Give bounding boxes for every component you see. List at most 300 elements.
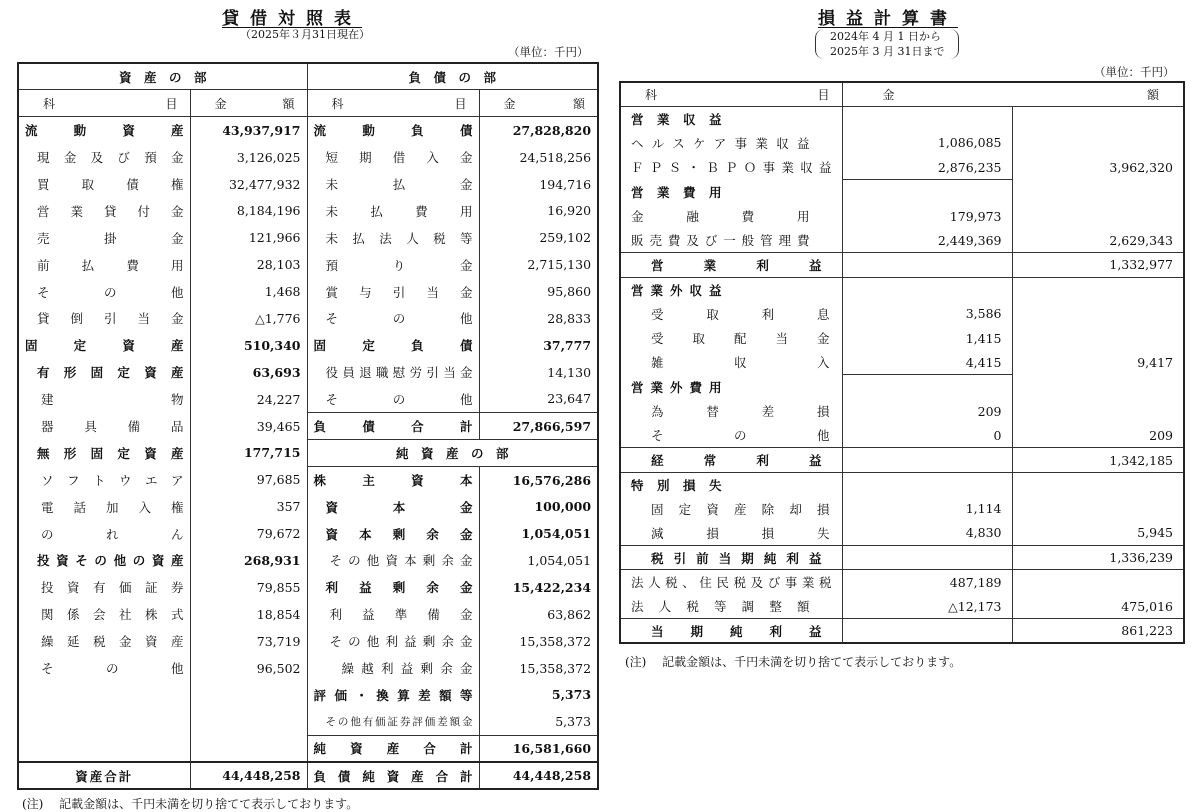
- pl-label-cell: [620, 497, 842, 521]
- liability-label-cell: [307, 305, 479, 332]
- liabilities-amount-col-header-right: 額: [573, 96, 586, 111]
- asset-label: ソフトウエア: [41, 472, 184, 488]
- assets-item-col-header-right: 目: [165, 96, 178, 111]
- asset-label: 投資その他の資産: [37, 553, 184, 569]
- asset-value-cell: [190, 574, 307, 601]
- pl-sub-amount-cell: [842, 253, 1012, 277]
- liability-label-cell: [307, 520, 479, 547]
- balance-sheet-date: （2025年３月31日現在）: [240, 28, 370, 41]
- asset-label: 繰延税金資産: [41, 634, 184, 650]
- asset-label-cell: [18, 332, 190, 359]
- liability-label: 賞与引当金: [325, 284, 473, 300]
- liabilities-amount-col-header-left: 金: [503, 96, 516, 111]
- liability-label-cell: [307, 655, 479, 682]
- asset-value-cell: [190, 117, 307, 144]
- liability-value-cell: [479, 278, 598, 305]
- liability-value: 27,828,820: [512, 122, 592, 138]
- pl-label: 当期純利益: [651, 623, 822, 639]
- liability-label: 流動負債: [313, 123, 473, 139]
- asset-value-cell: [190, 735, 307, 762]
- asset-label: 関係会社株式: [41, 607, 184, 623]
- pl-label: 受取利息: [651, 306, 830, 322]
- asset-value: 97,685: [256, 472, 301, 488]
- asset-value-cell: [190, 681, 307, 708]
- asset-value-cell: [190, 547, 307, 574]
- pl-label-cell: [620, 594, 842, 618]
- liability-label-cell: [307, 171, 479, 198]
- pl-row: [620, 155, 1184, 179]
- liabilities-net-assets-total-value-cell: [479, 762, 598, 789]
- pl-label: 税引前当期純利益: [651, 550, 822, 566]
- asset-value: 1,468: [264, 284, 301, 300]
- pl-label-cell: [620, 472, 842, 496]
- bs-row: [18, 251, 598, 278]
- asset-label-cell: [18, 708, 190, 735]
- bs-row: [18, 224, 598, 251]
- asset-label-cell: [18, 117, 190, 144]
- pl-label-cell: [620, 180, 842, 204]
- pl-total-amount-cell: [1012, 253, 1184, 277]
- pl-sub-amount: 1,114: [965, 501, 1002, 517]
- bs-row: [18, 601, 598, 628]
- pl-label-cell: [620, 277, 842, 301]
- pl-total-amount: 1,342,185: [1109, 452, 1173, 468]
- pl-sub-amount-cell: [842, 155, 1012, 179]
- pl-sub-amount-cell: [842, 204, 1012, 228]
- pl-sub-amount: 179,973: [949, 208, 1002, 224]
- subtotal-value: 16,581,660: [512, 740, 592, 756]
- pl-label: ヘルスケア事業収益: [631, 135, 810, 151]
- asset-label: その他: [41, 661, 184, 677]
- income-statement-period: [815, 29, 959, 59]
- liability-label: 未払費用: [325, 203, 473, 219]
- income-statement-unit: （単位：千円）: [1094, 65, 1175, 79]
- bs-row: [18, 574, 598, 601]
- pl-sub-amount: 1,415: [965, 330, 1002, 346]
- asset-label: 現金及び預金: [37, 150, 184, 166]
- pl-label: 営業外収益: [631, 282, 722, 298]
- pl-row: [620, 180, 1184, 204]
- asset-value: 18,854: [256, 606, 301, 622]
- pl-total-amount: 209: [1149, 427, 1173, 443]
- pl-total-amount-cell: [1012, 423, 1184, 447]
- pl-sub-amount: △12,173: [948, 598, 1002, 614]
- pl-column-header-row: [620, 82, 1184, 106]
- pl-sub-amount-cell: [842, 399, 1012, 423]
- pl-sub-amount-cell: [842, 448, 1012, 472]
- liability-label-cell: [307, 224, 479, 251]
- pl-label-cell: [620, 204, 842, 228]
- liabilities-section-header-text: 負 債 の 部: [408, 69, 497, 85]
- asset-label-cell: [18, 386, 190, 413]
- pl-total-amount: 3,962,320: [1109, 159, 1173, 175]
- liability-label: その他: [325, 391, 473, 407]
- liability-label: 預り金: [325, 257, 473, 273]
- liability-value-cell: [479, 251, 598, 278]
- asset-value-cell: [190, 493, 307, 520]
- pl-sub-amount: 209: [977, 403, 1002, 419]
- pl-sub-amount: 3,586: [965, 306, 1002, 322]
- asset-value-cell: [190, 197, 307, 224]
- pl-total-amount-cell: [1012, 180, 1184, 204]
- liability-label: その他利益剰余金: [329, 634, 473, 650]
- pl-label-cell: [620, 228, 842, 252]
- liability-label-cell: [307, 628, 479, 655]
- pl-row: [620, 253, 1184, 277]
- pl-label-cell: [620, 545, 842, 569]
- liability-label-cell: [307, 681, 479, 708]
- pl-row: [620, 521, 1184, 545]
- pl-row: [620, 375, 1184, 399]
- asset-label: 流動資産: [25, 123, 184, 139]
- asset-label-cell: [18, 171, 190, 198]
- pl-label: 特別損失: [631, 477, 722, 493]
- liabilities-net-assets-total-label-cell: [307, 762, 479, 789]
- asset-value-cell: [190, 278, 307, 305]
- assets-amount-col-header-right: 額: [282, 96, 295, 111]
- liability-label: 繰越利益剰余金: [341, 661, 473, 677]
- pl-total-amount-cell: [1012, 350, 1184, 374]
- liability-label-cell: [307, 197, 479, 224]
- liability-value-cell: [479, 466, 598, 493]
- pl-row: [620, 399, 1184, 423]
- asset-value: 268,931: [243, 552, 301, 568]
- liability-value: 15,358,372: [519, 633, 592, 649]
- pl-label: 営業外費用: [631, 379, 722, 395]
- pl-label: 為替差損: [651, 404, 830, 420]
- pl-label-cell: [620, 570, 842, 594]
- asset-label: 投資有価証券: [41, 580, 184, 596]
- liability-label-cell: [307, 708, 479, 735]
- asset-value-cell: [190, 386, 307, 413]
- assets-item-col-header: [18, 90, 190, 117]
- pl-label-cell: [620, 399, 842, 423]
- asset-label: 固定資産: [25, 338, 184, 354]
- pl-label-cell: [620, 375, 842, 399]
- liability-label-cell: [307, 278, 479, 305]
- pl-amount-col-header-left: 金: [882, 87, 895, 102]
- liability-value: 1,054,051: [527, 552, 592, 568]
- pl-label: 雑収入: [651, 355, 830, 371]
- pl-sub-amount: 0: [993, 427, 1002, 443]
- pl-sub-amount: 2,876,235: [937, 159, 1002, 175]
- asset-label-cell: [18, 655, 190, 682]
- asset-value-cell: [190, 224, 307, 251]
- pl-sub-amount-cell: [842, 545, 1012, 569]
- pl-amount-col-header-right: 額: [1146, 87, 1159, 102]
- bs-row: [18, 547, 598, 574]
- pl-sub-amount-cell: [842, 228, 1012, 252]
- pl-label: 法人税等調整額: [631, 599, 810, 615]
- subtotal-label-cell: [307, 735, 479, 762]
- pl-sub-amount-cell: [842, 497, 1012, 521]
- period-to: 2025年 3 月 31日まで: [830, 45, 945, 58]
- liability-value-cell: [479, 574, 598, 601]
- pl-sub-amount: 2,449,369: [937, 232, 1002, 248]
- subtotal-label: 純資産合計: [313, 741, 473, 757]
- pl-sub-amount: 487,189: [949, 574, 1002, 590]
- asset-value: 24,227: [256, 391, 301, 407]
- liability-label: 株主資本: [313, 473, 473, 489]
- asset-label-cell: [18, 681, 190, 708]
- liability-label: 利益剰余金: [325, 580, 473, 596]
- bs-row: [18, 144, 598, 171]
- pl-sub-amount-cell: [842, 277, 1012, 301]
- pl-total-amount: 861,223: [1121, 623, 1173, 639]
- asset-value-cell: [190, 305, 307, 332]
- liability-value-cell: [479, 628, 598, 655]
- pl-sub-amount-cell: [842, 131, 1012, 155]
- pl-sub-amount: 1,086,085: [937, 135, 1002, 151]
- bs-row: [18, 332, 598, 359]
- liability-value: 16,920: [547, 203, 592, 219]
- asset-value: 510,340: [243, 337, 301, 353]
- pl-row: [620, 570, 1184, 594]
- liability-value: 1,054,051: [521, 526, 592, 542]
- pl-item-col-header-right: 目: [817, 87, 830, 102]
- pl-row: [620, 448, 1184, 472]
- asset-label-cell: [18, 197, 190, 224]
- assets-item-col-header-left: 科: [43, 96, 56, 111]
- pl-total-amount-cell: [1012, 204, 1184, 228]
- pl-amount-col-header: [842, 82, 1184, 106]
- liability-label-cell: [307, 547, 479, 574]
- pl-label: 営業利益: [651, 257, 822, 273]
- liability-value-cell: [479, 708, 598, 735]
- assets-section-header-text: 資 産 の 部: [119, 69, 207, 85]
- liability-label-cell: [307, 601, 479, 628]
- pl-sub-amount-cell: [842, 521, 1012, 545]
- liability-label-cell: [307, 574, 479, 601]
- asset-value: 73,719: [256, 633, 301, 649]
- pl-total-amount: 9,417: [1137, 354, 1173, 370]
- asset-label-cell: [18, 359, 190, 386]
- pl-label-cell: [620, 619, 842, 643]
- pl-total-amount-cell: [1012, 106, 1184, 130]
- asset-value-cell: [190, 359, 307, 386]
- pl-row: [620, 302, 1184, 326]
- bs-row: [18, 628, 598, 655]
- bs-row: [18, 359, 598, 386]
- pl-row: [620, 204, 1184, 228]
- asset-label: 売掛金: [37, 230, 184, 246]
- pl-total-amount-cell: [1012, 302, 1184, 326]
- pl-sub-amount-cell: [842, 106, 1012, 130]
- subtotal-label-cell: [307, 413, 479, 440]
- pl-sub-amount-cell: [842, 472, 1012, 496]
- liability-label-cell: [307, 144, 479, 171]
- balance-sheet-note: (注) 記載金額は、千円未満を切り捨てて表示しております。: [22, 797, 359, 811]
- liability-value-cell: [479, 520, 598, 547]
- asset-value: 63,693: [252, 364, 301, 380]
- liability-label: 役員退職慰労引当金: [325, 365, 473, 381]
- asset-value-cell: [190, 601, 307, 628]
- asset-value-cell: [190, 520, 307, 547]
- pl-label-cell: [620, 131, 842, 155]
- asset-value-cell: [190, 171, 307, 198]
- pl-row: [620, 106, 1184, 130]
- liability-value: 37,777: [543, 337, 592, 353]
- pl-row: [620, 131, 1184, 155]
- bs-column-header-row: [18, 90, 598, 117]
- subtotal-value-cell: [479, 735, 598, 762]
- pl-row: [620, 326, 1184, 350]
- asset-value: 28,103: [256, 257, 301, 273]
- liability-label: 固定負債: [313, 338, 473, 354]
- assets-amount-col-header-left: 金: [214, 96, 227, 111]
- liabilities-item-col-header-right: 目: [454, 96, 467, 111]
- net-assets-section-header-text: 純 資 産 の 部: [396, 445, 509, 461]
- pl-total-amount-cell: [1012, 277, 1184, 301]
- pl-row: [620, 228, 1184, 252]
- liability-value-cell: [479, 681, 598, 708]
- bs-row: [18, 305, 598, 332]
- liability-label-cell: [307, 117, 479, 144]
- pl-sub-amount-cell: [842, 375, 1012, 399]
- pl-label: 金融費用: [631, 209, 810, 225]
- bs-grand-total-row: [18, 762, 598, 789]
- pl-label-cell: [620, 521, 842, 545]
- pl-total-amount-cell: [1012, 448, 1184, 472]
- asset-label: 有形固定資産: [37, 365, 184, 381]
- asset-label-cell: [18, 601, 190, 628]
- asset-value: 39,465: [256, 418, 301, 434]
- pl-total-amount-cell: [1012, 570, 1184, 594]
- pl-label-cell: [620, 423, 842, 447]
- asset-value: △1,776: [255, 310, 301, 326]
- asset-value: 79,672: [256, 526, 301, 542]
- asset-value: 96,502: [256, 660, 301, 676]
- pl-row: [620, 545, 1184, 569]
- pl-row: [620, 497, 1184, 521]
- pl-label-cell: [620, 106, 842, 130]
- income-statement-note: (注) 記載金額は、千円未満を切り捨てて表示しております。: [625, 655, 962, 669]
- pl-sub-amount-cell: [842, 594, 1012, 618]
- liability-value-cell: [479, 359, 598, 386]
- asset-label: 貸倒引当金: [37, 311, 184, 327]
- pl-total-amount: 5,945: [1137, 525, 1173, 541]
- liability-label: 資本剰余金: [325, 526, 473, 542]
- liability-label-cell: [307, 386, 479, 413]
- bs-row: [18, 197, 598, 224]
- pl-label: 減損損失: [651, 525, 830, 541]
- asset-value: 177,715: [243, 445, 301, 461]
- pl-label: 固定資産除却損: [651, 501, 830, 517]
- pl-sub-amount-cell: [842, 619, 1012, 643]
- liability-value: 63,862: [547, 606, 592, 622]
- liability-value: 15,422,234: [512, 579, 592, 595]
- asset-value: 121,966: [248, 230, 301, 246]
- asset-label-cell: [18, 520, 190, 547]
- asset-value: 32,477,932: [228, 176, 301, 192]
- balance-sheet-unit: （単位：千円）: [508, 45, 589, 59]
- liability-value-cell: [479, 197, 598, 224]
- bs-row: [18, 278, 598, 305]
- asset-value-cell: [190, 708, 307, 735]
- pl-label-cell: [620, 302, 842, 326]
- subtotal-value: 27,866,597: [512, 418, 592, 434]
- pl-total-amount: 1,336,239: [1109, 550, 1173, 566]
- liabilities-net-assets-total-label: 負債純資産合計: [313, 768, 473, 784]
- period-from: 2024年 4 月 1 日から: [830, 30, 941, 43]
- bs-row: [18, 493, 598, 520]
- asset-value-cell: [190, 655, 307, 682]
- income-statement-table: [619, 81, 1185, 644]
- liability-label: 短期借入金: [325, 150, 473, 166]
- asset-label: 前払費用: [37, 257, 184, 273]
- asset-label: 器具備品: [41, 419, 184, 435]
- bs-row: [18, 466, 598, 493]
- liability-value: 15,358,372: [519, 660, 592, 676]
- bs-row: [18, 655, 598, 682]
- bs-row: [18, 439, 598, 466]
- liability-label: その他: [325, 311, 473, 327]
- liability-label: 評価・換算差額等: [313, 687, 473, 703]
- liability-value: 5,373: [551, 687, 592, 703]
- asset-value-cell: [190, 628, 307, 655]
- liability-label-cell: [307, 466, 479, 493]
- asset-value: 79,855: [256, 579, 301, 595]
- pl-total-amount-cell: [1012, 155, 1184, 179]
- liability-label-cell: [307, 359, 479, 386]
- liability-value: 100,000: [534, 499, 592, 515]
- pl-label: 営業費用: [631, 184, 722, 200]
- liability-value-cell: [479, 305, 598, 332]
- asset-label-cell: [18, 278, 190, 305]
- pl-label-cell: [620, 253, 842, 277]
- asset-value: 43,937,917: [222, 122, 301, 138]
- pl-total-amount-cell: [1012, 326, 1184, 350]
- asset-label-cell: [18, 144, 190, 171]
- liability-value: 259,102: [539, 230, 592, 246]
- liability-value-cell: [479, 601, 598, 628]
- asset-value: 357: [276, 499, 301, 515]
- liability-label: その他有価証券評価差額金: [325, 716, 473, 729]
- asset-label-cell: [18, 547, 190, 574]
- pl-total-amount-cell: [1012, 521, 1184, 545]
- income-statement-title: 損益計算書: [818, 9, 958, 29]
- pl-total-amount-cell: [1012, 594, 1184, 618]
- pl-sub-amount: 4,830: [965, 525, 1002, 541]
- pl-sub-amount-cell: [842, 423, 1012, 447]
- bs-row: [18, 708, 598, 735]
- pl-label: 販売費及び一般管理費: [631, 233, 810, 249]
- asset-label: その他: [37, 284, 184, 300]
- asset-label: 無形固定資産: [37, 445, 184, 461]
- liability-value-cell: [479, 117, 598, 144]
- bs-row: [18, 117, 598, 144]
- subtotal-label: 負債合計: [313, 419, 473, 435]
- liability-label-cell: [307, 493, 479, 520]
- pl-row: [620, 350, 1184, 374]
- bs-row: [18, 386, 598, 413]
- asset-label-cell: [18, 439, 190, 466]
- asset-value: 8,184,196: [236, 203, 301, 219]
- liability-label: 未払法人税等: [325, 230, 473, 246]
- assets-amount-col-header: [190, 90, 307, 117]
- pl-row: [620, 472, 1184, 496]
- asset-label-cell: [18, 305, 190, 332]
- asset-label-cell: [18, 628, 190, 655]
- pl-total-amount-cell: [1012, 399, 1184, 423]
- asset-label-cell: [18, 251, 190, 278]
- liability-value-cell: [479, 144, 598, 171]
- liability-value: 23,647: [547, 391, 592, 407]
- asset-value-cell: [190, 251, 307, 278]
- pl-item-col-header: [620, 82, 842, 106]
- pl-sub-amount-cell: [842, 180, 1012, 204]
- liability-value: 28,833: [547, 310, 592, 326]
